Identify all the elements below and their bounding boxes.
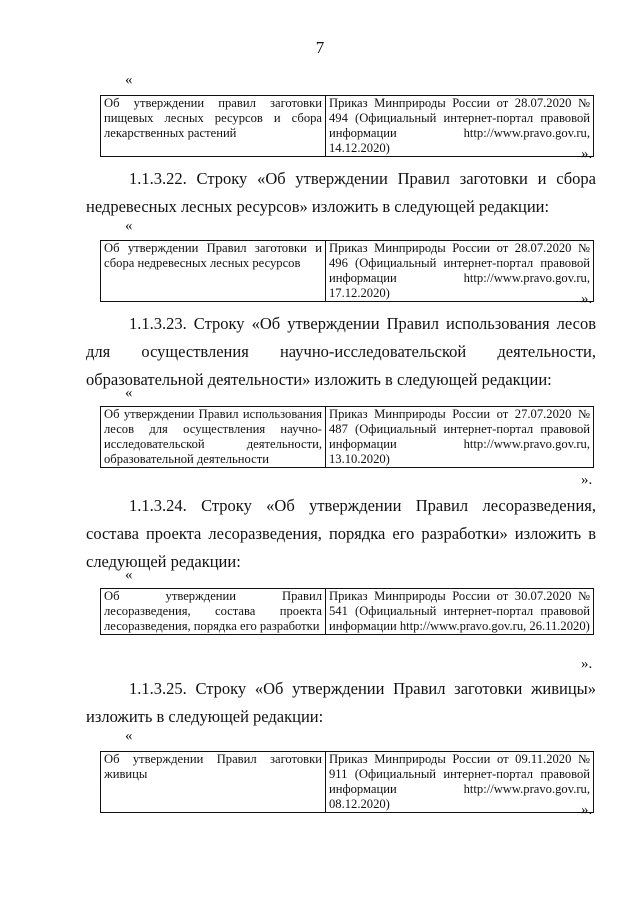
document-source-cell: Приказ Минприроды России от 09.11.2020 № 911 (Официальный интернет-портал правовой информации http://www.pravo.gov.ru, 08.12.2020): [326, 752, 594, 813]
table-row: [101, 752, 594, 813]
paragraph-text: 1.1.3.24. Строку «Об утверждении Правил лесоразведения, состава проекта лесоразведения, порядка его разработки» изложить в следующей редакции:: [86, 496, 596, 571]
page-number: 7: [315, 38, 325, 57]
document-source-cell: Приказ Минприроды России от 28.07.2020 № 494 (Официальный интернет-портал правовой информации http://www.pravo.gov.ru, 14.12.2020): [326, 96, 594, 157]
quote-open: «: [125, 72, 133, 88]
paragraph-text: 1.1.3.22. Строку «Об утверждении Правил заготовки и сбора недревесных лесных ресурсов» изложить в следующей редакции:: [86, 169, 596, 216]
amendment-table: [100, 751, 594, 813]
amendment-table: [100, 406, 594, 468]
paragraph-1-1-3-23: [86, 310, 596, 394]
quote-open: «: [125, 218, 133, 234]
table-row: [101, 589, 594, 635]
paragraph-1-1-3-22: [86, 165, 596, 221]
table-row: [101, 96, 594, 157]
document-source-cell: Приказ Минприроды России от 28.07.2020 № 496 (Официальный интернет-портал правовой информации http://www.pravo.gov.ru, 17.12.2020): [326, 241, 594, 302]
amendment-table: [100, 240, 594, 302]
quote-close: ».: [581, 146, 593, 162]
amendment-table: [100, 95, 594, 157]
document-title-cell: Об утверждении Правил лесоразведения, состава проекта лесоразведения, порядка его разработки: [101, 589, 326, 635]
quote-open: «: [125, 728, 133, 744]
quote-close: ».: [581, 656, 593, 672]
quote-close: ».: [581, 472, 593, 488]
quote-close: ».: [581, 802, 593, 818]
document-title-cell: Об утверждении Правил использования лесов для осуществления научно-исследовательской деятельности, образовательной деятельности: [101, 407, 326, 468]
amendment-table: [100, 588, 594, 635]
document-title-cell: Об утверждении правил заготовки пищевых лесных ресурсов и сбора лекарственных растений: [101, 96, 326, 157]
document-source-cell: Приказ Минприроды России от 30.07.2020 № 541 (Официальный интернет-портал правовой информации http://www.pravo.gov.ru, 26.11.2020): [326, 589, 594, 635]
quote-open: «: [125, 385, 133, 401]
document-title-cell: Об утверждении Правил заготовки и сбора недревесных лесных ресурсов: [101, 241, 326, 302]
quote-close: ».: [581, 291, 593, 307]
paragraph-text: 1.1.3.23. Строку «Об утверждении Правил использования лесов для осуществления научно-исследовательской деятельности, образовательной деятельности» изложить в следующей редакции:: [86, 314, 596, 389]
table-row: [101, 407, 594, 468]
table-row: [101, 241, 594, 302]
quote-open: «: [125, 567, 133, 583]
paragraph-1-1-3-24: [86, 492, 596, 576]
paragraph-1-1-3-25: [86, 675, 596, 731]
document-title-cell: Об утверждении Правил заготовки живицы: [101, 752, 326, 813]
paragraph-text: 1.1.3.25. Строку «Об утверждении Правил заготовки живицы» изложить в следующей редакции:: [86, 679, 596, 726]
document-source-cell: Приказ Минприроды России от 27.07.2020 № 487 (Официальный интернет-портал правовой информации http://www.pravo.gov.ru, 13.10.2020): [326, 407, 594, 468]
